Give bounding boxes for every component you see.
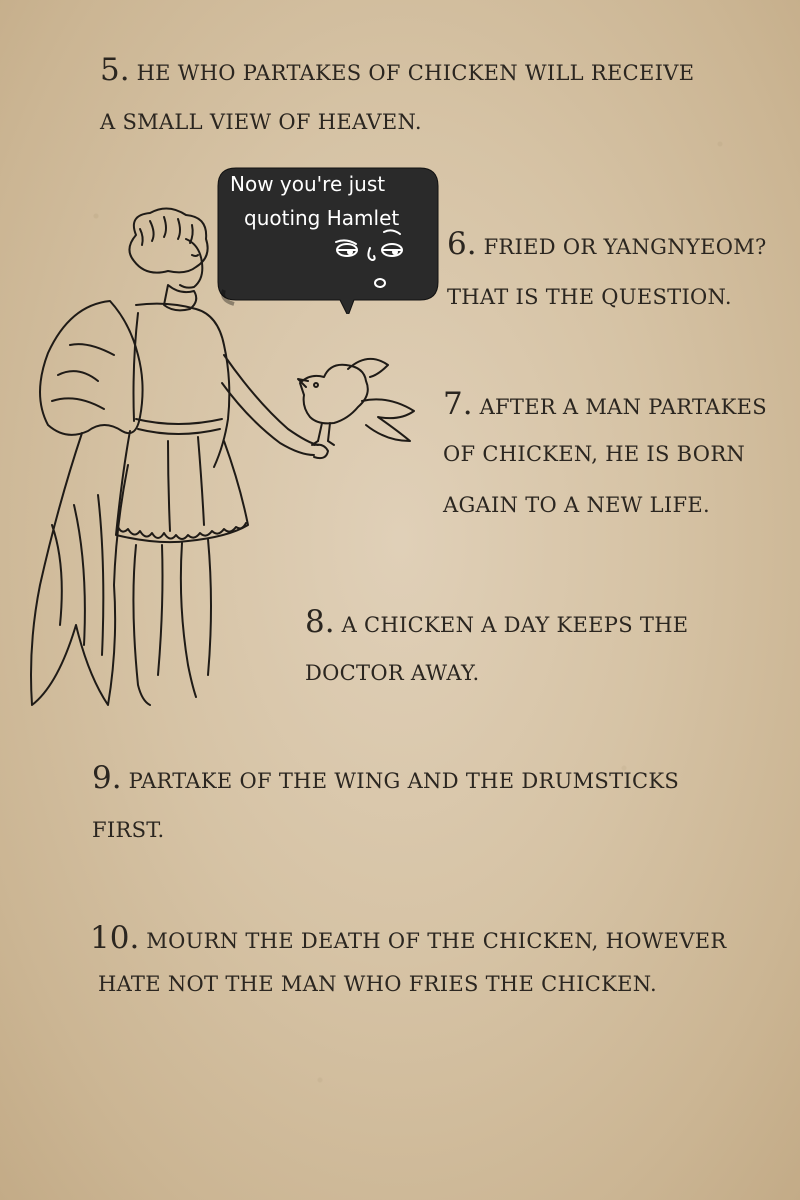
rule-9-number: 9.: [92, 760, 122, 796]
rule-6-line-1: [447, 226, 767, 262]
rule-10-number: 10.: [90, 920, 140, 956]
renaissance-man-illustration: [18, 205, 433, 725]
rule-5-line-2: A SMALL VIEW OF HEAVEN.: [100, 110, 422, 134]
rule-5-number: 5.: [100, 52, 130, 88]
rule-10-line-2: HATE NOT THE MAN WHO FRIES THE CHICKEN.: [98, 972, 658, 996]
speech-bubble-line-2: quoting Hamlet: [244, 206, 400, 230]
rule-7-number: 7.: [443, 386, 473, 422]
rule-10-text: MOURN THE DEATH OF THE CHICKEN, HOWEVER: [146, 929, 727, 953]
rule-6-line-2: THAT IS THE QUESTION.: [447, 285, 732, 309]
rule-9-line-2: FIRST.: [92, 818, 165, 842]
rule-7-line-3: AGAIN TO A NEW LIFE.: [443, 493, 710, 517]
rule-8-text: A CHICKEN A DAY KEEPS THE: [341, 613, 689, 637]
rule-9-line-1: [92, 760, 679, 796]
rule-7-line-2: OF CHICKEN, HE IS BORN: [443, 442, 746, 466]
speech-bubble-line-1: Now you're just: [230, 172, 386, 196]
rule-6-text: FRIED OR YANGNYEOM?: [483, 235, 767, 259]
rule-10-line-1: [90, 920, 726, 956]
rule-7-text: AFTER A MAN PARTAKES: [479, 395, 767, 419]
rule-6-number: 6.: [447, 226, 477, 262]
rule-5-line-1: [100, 52, 694, 88]
rule-8-number: 8.: [305, 604, 335, 640]
rule-7-line-1: [443, 386, 767, 422]
rule-5-text: HE WHO PARTAKES OF CHICKEN WILL RECEIVE: [136, 61, 695, 85]
rule-9-text: PARTAKE OF THE WING AND THE DRUMSTICKS: [128, 769, 680, 793]
rule-8-line-2: DOCTOR AWAY.: [305, 661, 480, 685]
